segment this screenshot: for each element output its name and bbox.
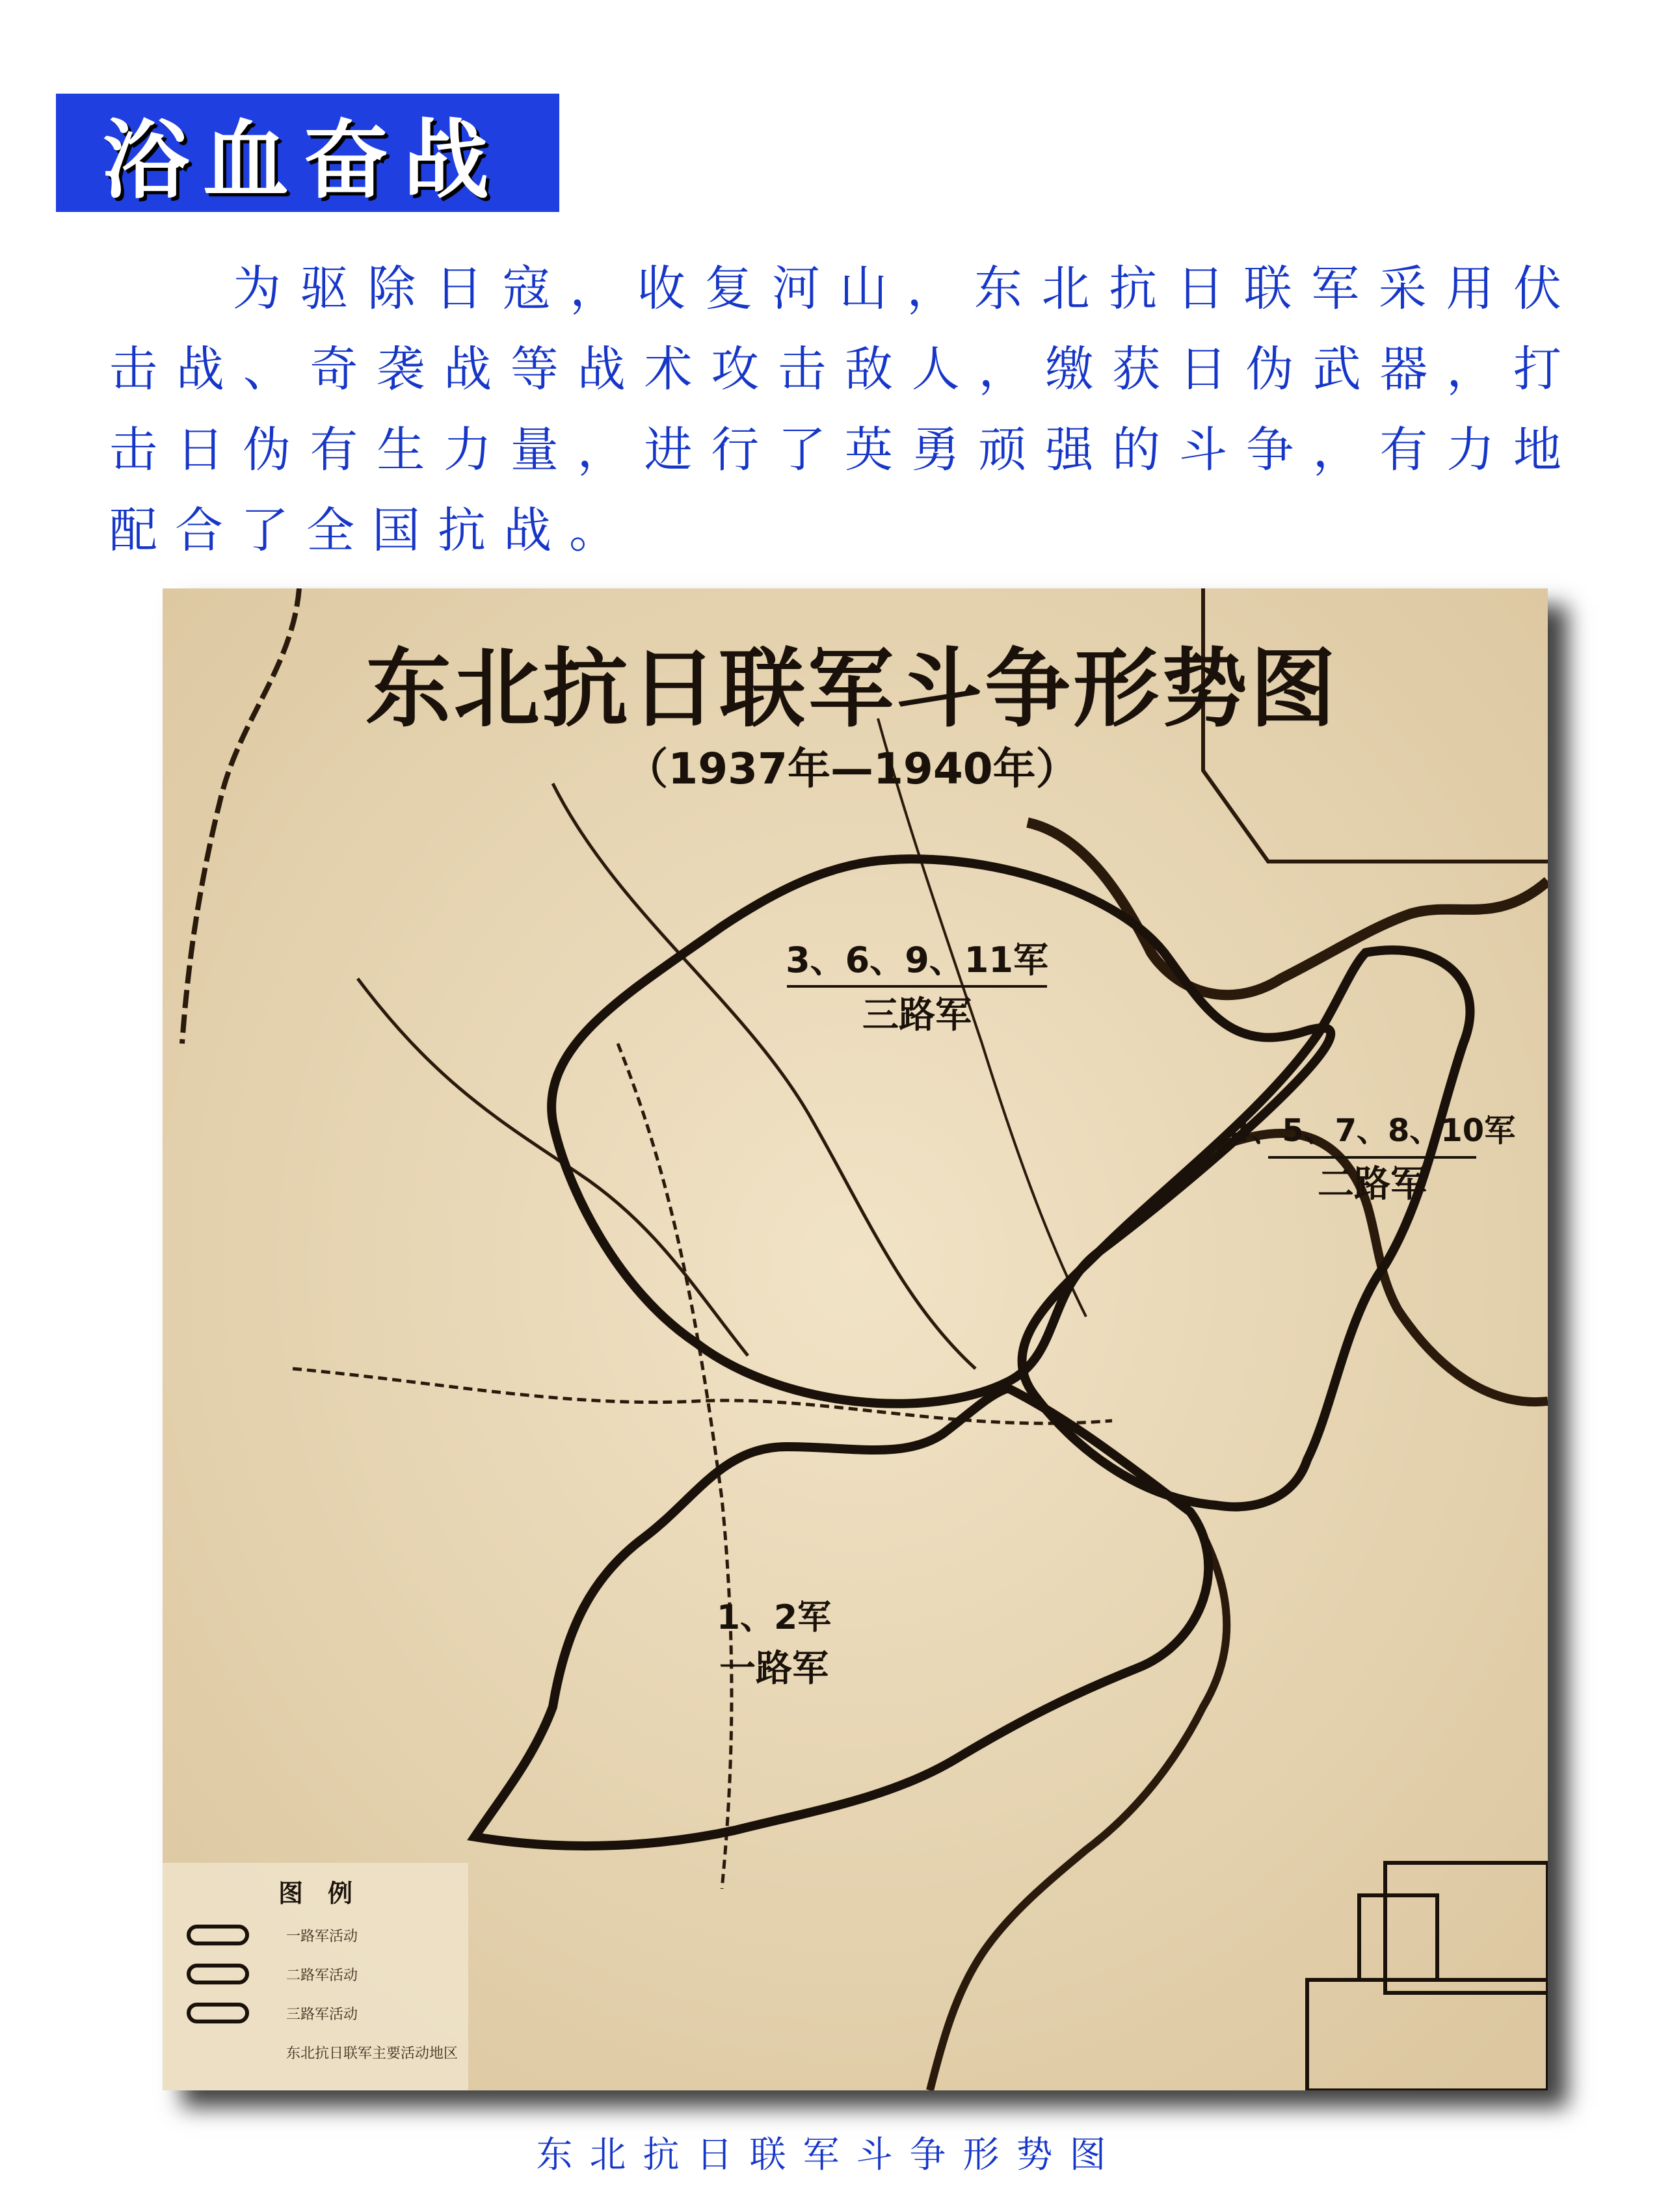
region-armies-route-1: 1、2军: [716, 1598, 832, 1637]
section-title: 浴血奋战: [103, 111, 503, 211]
map-subtitle: （1937年—1940年）: [625, 744, 1079, 794]
map-canvas: [163, 588, 1548, 2090]
legend-item-1: 一路军活动: [286, 1929, 358, 1945]
map-caption: 东北抗日联军斗争形势图: [536, 2134, 1123, 2176]
legend-item-3: 三路军活动: [286, 2007, 358, 2023]
region-route-2: 二路军: [1318, 1163, 1427, 1205]
legend-item-4: 东北抗日联军主要活动地区: [286, 2046, 458, 2062]
map-title: 东北抗日联军斗争形势图: [365, 639, 1338, 739]
region-route-3: 三路军: [862, 994, 972, 1036]
legend-title: 图 例: [278, 1879, 353, 1908]
historical-map: [163, 588, 1548, 2090]
region-route-1: 一路军: [719, 1648, 829, 1690]
region-armies-route-2: 4、5、7、8、10军: [1228, 1113, 1516, 1149]
map-legend: [163, 1863, 468, 2090]
section-title-banner: [56, 94, 559, 212]
legend-item-2: 二路军活动: [286, 1968, 358, 1984]
intro-paragraph: 为驱除日寇，收复河山，东北抗日联军采用伏击战、奇袭战等战术攻击敌人，缴获日伪武器，打击日伪有生力量，进行了英勇顽强的斗争，有力地配合了全国抗战。: [109, 261, 1579, 559]
region-armies-route-3: 3、6、9、11军: [786, 940, 1048, 981]
